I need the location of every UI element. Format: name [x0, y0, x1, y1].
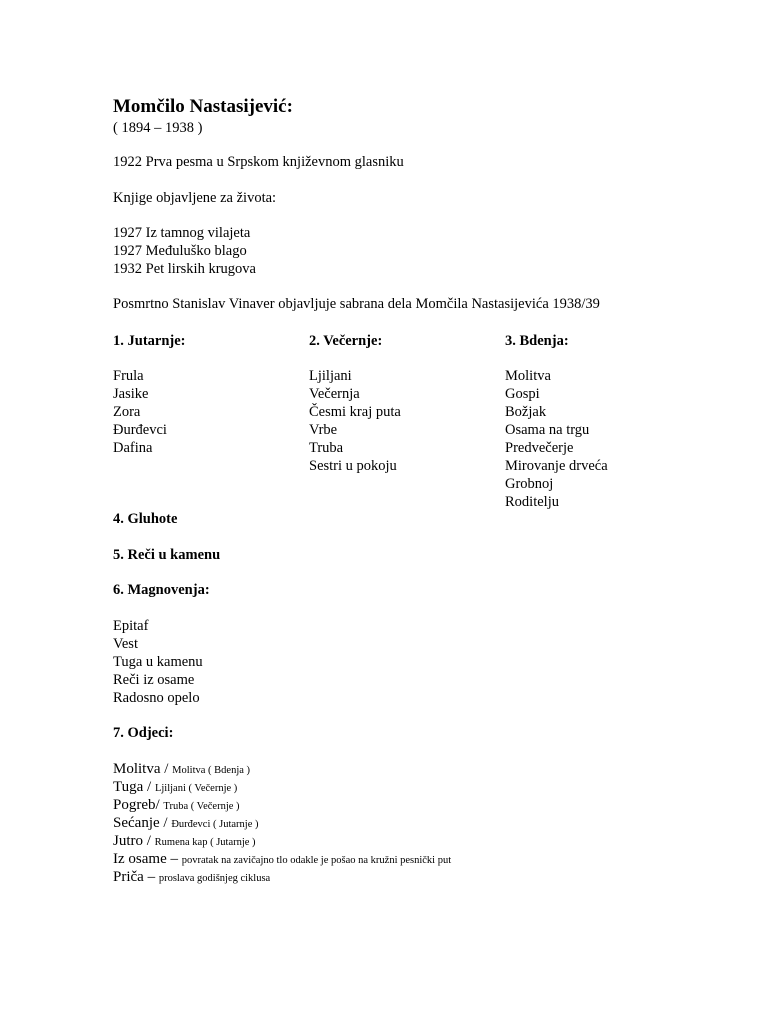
cycle-title-reci: 5. Reči u kamenu — [113, 547, 221, 563]
first-poem-line: 1922 Prva pesma u Srpskom književnom glasniku — [113, 154, 404, 170]
odjek-note: Truba ( Večernje ) — [163, 801, 240, 812]
list-item: Reči iz osame — [113, 672, 195, 688]
odjek-main: Molitva / — [113, 761, 173, 777]
odjek-note: povratak na zavičajno tlo odakle je pošao na kružni pesnički put — [181, 855, 452, 866]
life-dates: ( 1894 – 1938 ) — [113, 120, 203, 136]
odjek-item — [113, 778, 237, 798]
list-item: Gospi — [505, 386, 540, 402]
book-item: 1932 Pet lirskih krugova — [113, 261, 256, 277]
odjek-item — [113, 760, 250, 780]
odjek-note: Ljiljani ( Večernje ) — [154, 783, 238, 794]
cycle-title-bdenja: 3. Bdenja: — [505, 333, 569, 349]
odjek-item — [113, 814, 259, 834]
odjek-main: Pogreb/ — [113, 797, 164, 813]
odjek-main: Sećanje / — [113, 815, 172, 831]
odjek-note: Rumena kap ( Jutarnje ) — [154, 837, 256, 848]
list-item: Vest — [113, 636, 138, 652]
list-item: Jasike — [113, 386, 149, 402]
list-item: Osama na trgu — [505, 422, 590, 438]
odjek-main: Tuga / — [113, 779, 155, 795]
list-item: Frula — [113, 368, 144, 384]
list-item: Epitaf — [113, 618, 149, 634]
list-item: Ljiljani — [309, 368, 352, 384]
books-heading: Knjige objavljene za života: — [113, 190, 277, 206]
cycle-title-gluhote: 4. Gluhote — [113, 511, 178, 527]
list-item: Grobnoj — [505, 476, 554, 492]
odjek-note: proslava godišnjeg ciklusa — [158, 873, 271, 884]
list-item: Zora — [113, 404, 141, 420]
list-item: Sestri u pokoju — [309, 458, 397, 474]
odjek-main: Priča – — [113, 869, 159, 885]
list-item: Predvečerje — [505, 440, 574, 456]
cycle-title-odjeci: 7. Odjeci: — [113, 725, 174, 741]
cycle-title-jutarnje: 1. Jutarnje: — [113, 333, 186, 349]
book-item: 1927 Iz tamnog vilajeta — [113, 225, 251, 241]
odjek-item — [113, 832, 256, 852]
list-item: Đurđevci — [113, 422, 167, 438]
list-item: Tuga u kamenu — [113, 654, 203, 670]
odjek-item — [113, 868, 270, 888]
cycle-title-vecernje: 2. Večernje: — [309, 333, 383, 349]
odjek-main: Jutro / — [113, 833, 155, 849]
list-item: Dafina — [113, 440, 153, 456]
odjek-note: Molitva ( Bdenja ) — [172, 765, 251, 776]
list-item: Česmi kraj puta — [309, 404, 401, 420]
list-item: Molitva — [505, 368, 551, 384]
list-item: Vrbe — [309, 422, 338, 438]
book-item: 1927 Međuluško blago — [113, 243, 247, 259]
list-item: Truba — [309, 440, 344, 456]
odjek-note: Đurđevci ( Jutarnje ) — [171, 819, 259, 830]
odjek-item — [113, 796, 240, 816]
list-item: Večernja — [309, 386, 360, 402]
posthumous-line: Posmrtno Stanislav Vinaver objavljuje sabrana dela Momčila Nastasijevića 1938/39 — [113, 296, 600, 312]
odjek-main: Iz osame – — [113, 851, 182, 867]
page-title: Momčilo Nastasijević: — [113, 96, 293, 117]
list-item: Radosno opelo — [113, 690, 200, 706]
list-item: Roditelju — [505, 494, 559, 510]
cycle-title-magnovenja: 6. Magnovenja: — [113, 582, 210, 598]
list-item: Božjak — [505, 404, 547, 420]
list-item: Mirovanje drveća — [505, 458, 608, 474]
odjek-item — [113, 850, 451, 870]
